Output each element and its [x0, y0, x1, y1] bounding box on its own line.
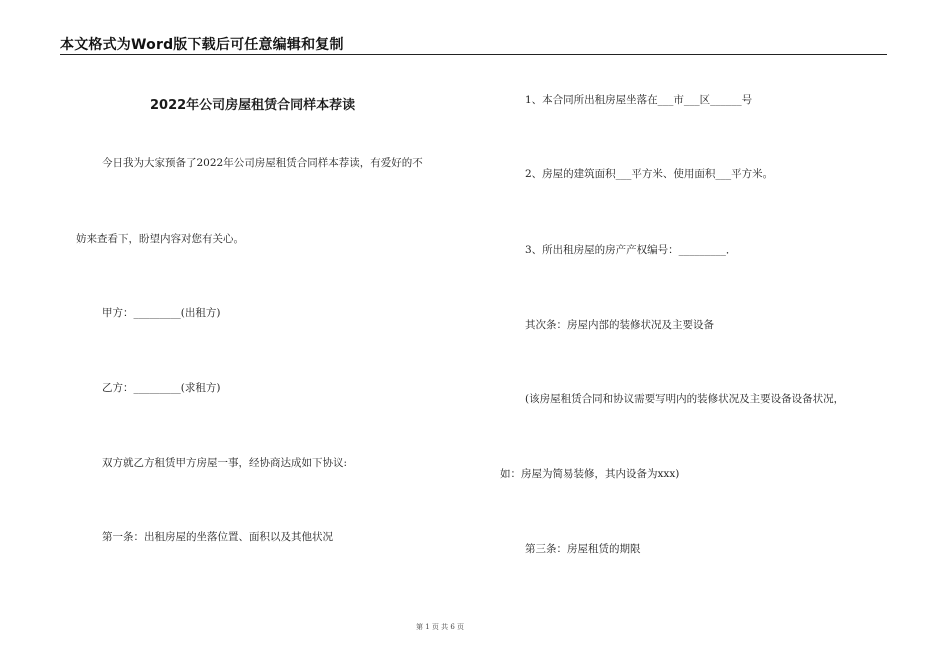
document-title: 2022年公司房屋租赁合同样本荐读: [150, 98, 356, 113]
clause-3-property-number: 3、所出租房屋的房产产权编号：_________．: [525, 244, 737, 256]
header-title: 本文格式为Word版下载后可任意编辑和复制: [60, 37, 344, 53]
agreement-intro-line: 双方就乙方租赁甲方房屋一事，经协商达成如下协议:: [102, 457, 348, 469]
article-two-heading: 其次条：房屋内部的装修状况及主要设备: [525, 319, 714, 331]
article-two-example: 如：房屋为简易装修，其内设备为xxx): [500, 468, 680, 480]
party-a-line: 甲方：_________(出租方): [102, 307, 221, 319]
intro-line-1: 今日我为大家预备了2022年公司房屋租赁合同样本荐读，有爱好的不: [102, 157, 423, 169]
article-two-note: (该房屋租赁合同和协议需要写明内的装修状况及主要设备设备状况，: [525, 393, 845, 405]
article-one-heading: 第一条：出租房屋的坐落位置、面积以及其他状况: [102, 531, 333, 543]
party-b-line: 乙方：_________(求租方): [102, 382, 221, 394]
clause-2-area: 2、房屋的建筑面积___平方米、使用面积___平方米。: [525, 168, 774, 180]
page-header: [60, 34, 887, 55]
article-three-heading: 第三条：房屋租赁的期限: [525, 543, 641, 555]
intro-line-2: 妨来查看下，盼望内容对您有关心。: [76, 233, 244, 245]
page-indicator: 第 1 页 共 6 页: [415, 623, 465, 631]
clause-1-location: 1、本合同所出租房屋坐落在___市___区______号: [525, 94, 753, 106]
